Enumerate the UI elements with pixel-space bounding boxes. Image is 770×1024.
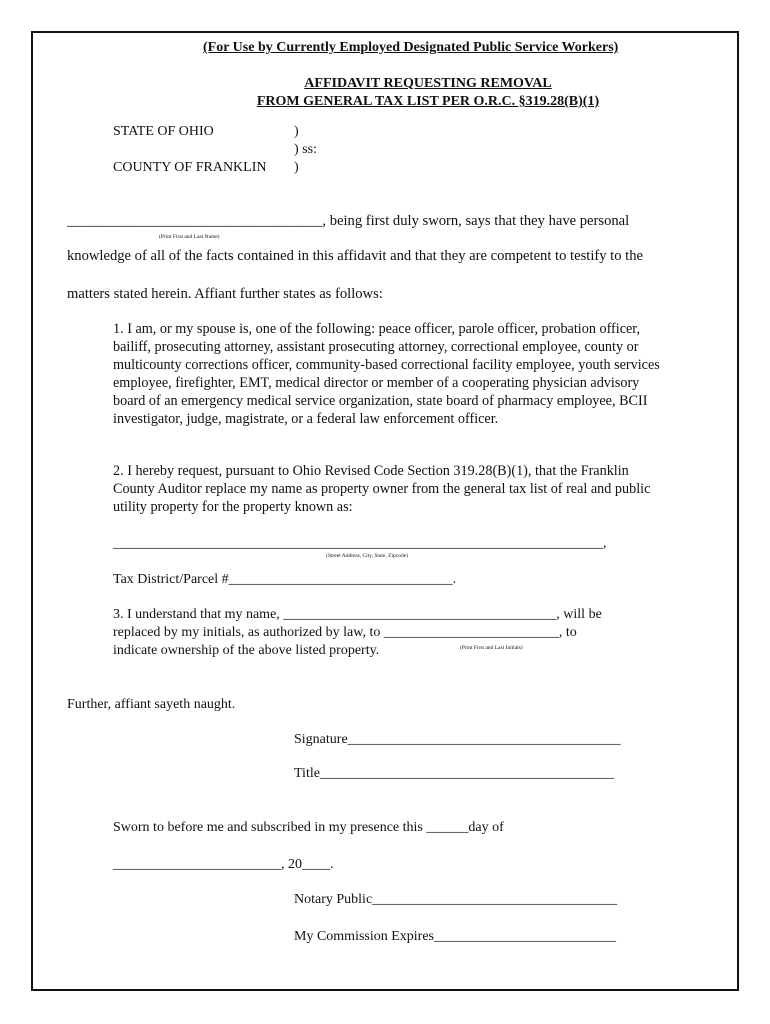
item-3-text-d: , to	[558, 625, 577, 640]
sworn-text-a: Sworn to before me and subscribed in my presence this	[113, 820, 427, 835]
initials-caption: (Print First and Last Initials)	[460, 645, 523, 651]
sworn-line	[113, 820, 504, 836]
signature-line	[294, 732, 621, 748]
venue-paren-ss: ) ss:	[294, 142, 317, 157]
parcel-line	[113, 572, 456, 588]
item-2-paragraph: 2. I hereby request, pursuant to Ohio Revised Code Section 319.28(B)(1), that the Franklin County Auditor replace my name as property owner from the general tax list of real and public utility property for the property known as:	[113, 463, 651, 515]
title-blank[interactable]: __________________________________________	[319, 766, 614, 781]
day-blank[interactable]: ______	[426, 820, 469, 835]
sayeth-naught: Further, affiant sayeth naught.	[67, 697, 236, 712]
signature-blank[interactable]: _______________________________________	[347, 732, 621, 747]
venue-state: STATE OF OHIO	[113, 124, 214, 139]
date-blank[interactable]: ________________________	[113, 857, 281, 872]
signature-label: Signature	[294, 732, 348, 747]
sworn-text: , being first duly sworn, says that they have personal	[322, 213, 630, 229]
affiant-name-line	[67, 213, 629, 230]
address-caption: (Street Address, City, State, Zipcode)	[326, 553, 408, 559]
item-3-line-3: indicate ownership of the above listed property.	[113, 643, 380, 658]
date-line	[113, 857, 334, 873]
year-blank[interactable]: ____.	[302, 857, 334, 872]
sworn-text-b: day of	[468, 820, 504, 835]
name-blank-2[interactable]: _______________________________________	[283, 607, 557, 622]
notary-line	[294, 892, 617, 908]
title-line	[294, 766, 614, 782]
notary-label: Notary Public	[294, 892, 373, 907]
intro-line-2: knowledge of all of the facts contained in this affidavit and that they are competent to testify to the	[67, 248, 644, 264]
initials-blank[interactable]: _________________________	[383, 625, 559, 640]
parcel-blank[interactable]: ________________________________.	[228, 572, 457, 587]
title-line-2: FROM GENERAL TAX LIST PER O.R.C. §319.28(B)(1)	[256, 94, 600, 109]
parcel-label: Tax District/Parcel #	[113, 572, 229, 587]
use-note: (For Use by Currently Employed Designated Public Service Workers)	[203, 40, 619, 55]
commission-blank[interactable]: __________________________	[434, 929, 617, 944]
item-3-line-1	[113, 607, 602, 623]
item-3-text-b: , will be	[556, 607, 602, 622]
item-3-line-2	[113, 625, 577, 641]
affiant-name-blank[interactable]: ___________________________________	[67, 213, 323, 229]
address-blank[interactable]: ______________________________________________________________________,	[113, 536, 607, 551]
name-caption: (Print First and Last Name)	[159, 234, 220, 240]
commission-line	[294, 929, 616, 945]
intro-line-3: matters stated herein. Affiant further states as follows:	[67, 286, 383, 302]
notary-blank[interactable]: ___________________________________	[372, 892, 618, 907]
item-3-text-c: replaced by my initials, as authorized by law, to	[113, 625, 384, 640]
title-line-1: AFFIDAVIT REQUESTING REMOVAL	[304, 76, 552, 91]
item-1-paragraph: 1. I am, or my spouse is, one of the following: peace officer, parole officer, probation officer, bailiff, prosecuting attorney, assistant prosecuting attorney, correctional employee, county or multicounty corrections officer, community-based correctional facility employee, youth services employee, firefighter, EMT, medical director or member of a cooperating physician advisory board of an emergency medical service organization, state board of pharmacy employee, BCII investigator, judge, magistrate, or a federal law enforcement officer.	[113, 321, 660, 427]
year-text: , 20	[281, 857, 302, 872]
venue-paren-3: )	[294, 160, 299, 175]
venue-paren-1: )	[294, 124, 299, 139]
item-3-text-a: 3. I understand that my name,	[113, 607, 284, 622]
venue-county: COUNTY OF FRANKLIN	[113, 160, 267, 175]
title-label: Title	[294, 766, 320, 781]
commission-label: My Commission Expires	[294, 929, 435, 944]
